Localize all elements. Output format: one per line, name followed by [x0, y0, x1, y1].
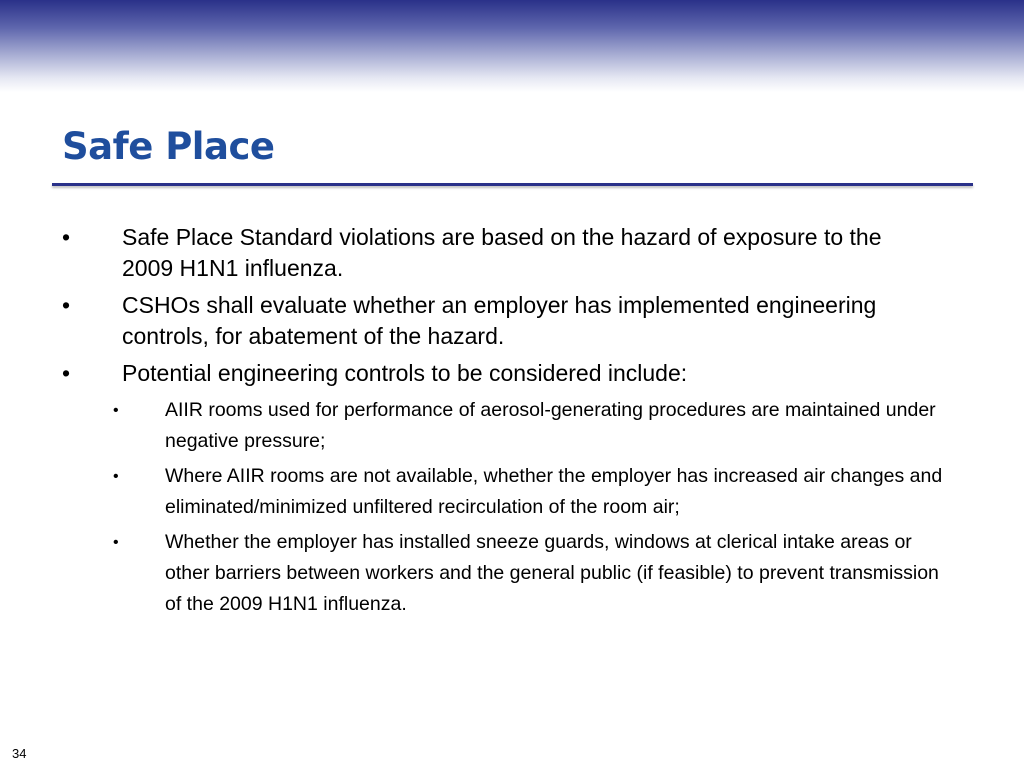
bullet-item [0, 358, 1024, 389]
sub-bullet-item [0, 461, 1024, 523]
slide-title: Safe Place [62, 125, 275, 168]
bullet-marker: • [62, 224, 71, 250]
page-number: 34 [12, 746, 27, 761]
bullet-list [0, 222, 1024, 624]
title-underline-rule [52, 183, 973, 186]
sub-bullet-item [0, 527, 1024, 620]
bullet-text: Potential engineering controls to be considered include: [122, 360, 688, 386]
sub-bullet-marker: • [113, 402, 119, 419]
sub-bullet-item [0, 395, 1024, 457]
bullet-item [0, 222, 1024, 284]
bullet-text: CSHOs shall evaluate whether an employer has implemented engineering controls, for abatement of the hazard. [122, 292, 877, 349]
bullet-marker: • [62, 292, 71, 318]
bullet-marker: • [62, 360, 71, 386]
sub-bullet-marker: • [113, 534, 119, 551]
sub-bullet-text: Whether the employer has installed sneeze guards, windows at clerical intake areas or other barriers between workers and the general public (if feasible) to prevent transmission of the 2009 H1N1 influenza. [165, 531, 939, 615]
sub-bullet-text: AIIR rooms used for performance of aerosol-generating procedures are maintained under negative pressure; [165, 399, 936, 452]
header-gradient-band [0, 0, 1024, 92]
bullet-item [0, 290, 1024, 352]
sub-bullet-marker: • [113, 468, 119, 485]
sub-bullet-text: Where AIIR rooms are not available, whether the employer has increased air changes and eliminated/minimized unfiltered recirculation of the room air; [165, 465, 943, 518]
bullet-text: Safe Place Standard violations are based on the hazard of exposure to the 2009 H1N1 influenza. [122, 224, 882, 281]
